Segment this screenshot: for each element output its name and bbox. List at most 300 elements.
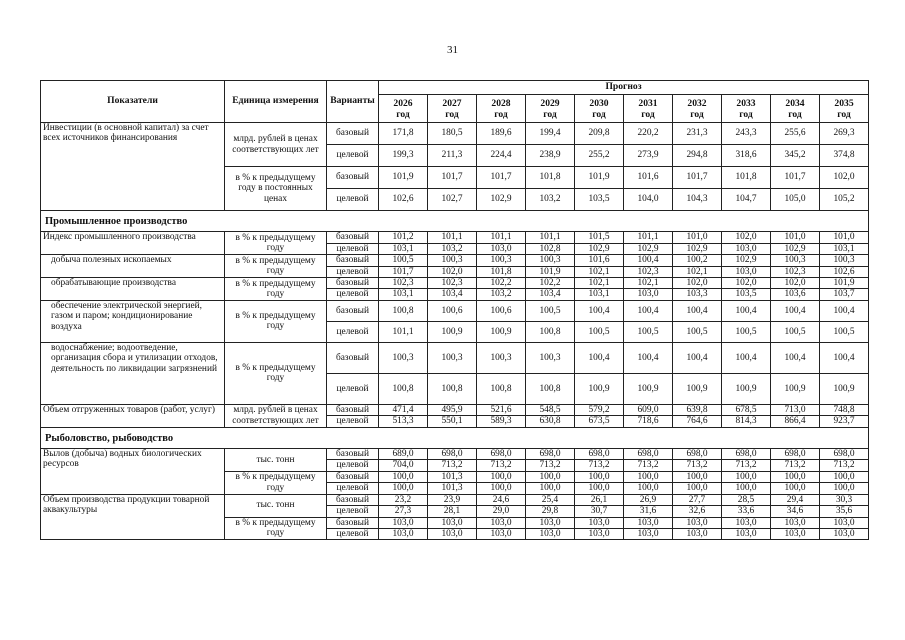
value-cell: 180,5 (428, 123, 477, 145)
value-cell: 102,1 (575, 278, 624, 289)
value-cell: 100,0 (624, 483, 673, 494)
value-cell: 550,1 (428, 416, 477, 427)
value-cell: 589,3 (477, 416, 526, 427)
unit-cell: млрд. рублей в ценах соответствующих лет (225, 123, 327, 167)
variant-cell: базовый (327, 342, 379, 373)
value-cell: 698,0 (820, 449, 869, 460)
value-cell: 103,0 (575, 517, 624, 528)
table-header (41, 81, 869, 123)
value-cell: 199,4 (526, 123, 575, 145)
unit-cell: в % к предыдущему году (225, 300, 327, 342)
year-value: 2026 (393, 97, 413, 109)
value-cell: 103,0 (820, 528, 869, 539)
value-cell: 102,9 (771, 243, 820, 254)
value-cell: 866,4 (771, 416, 820, 427)
value-cell: 100,0 (820, 483, 869, 494)
value-cell: 100,0 (771, 483, 820, 494)
value-cell: 100,4 (771, 300, 820, 321)
value-cell: 101,1 (477, 232, 526, 243)
indicator-name: добыча полезных ископаемых (41, 255, 225, 278)
value-cell: 100,3 (428, 255, 477, 266)
value-cell: 220,2 (624, 123, 673, 145)
value-cell: 103,3 (673, 289, 722, 300)
value-cell: 100,8 (526, 321, 575, 342)
value-cell: 103,0 (624, 528, 673, 539)
value-cell: 689,0 (379, 449, 428, 460)
value-cell: 101,5 (575, 232, 624, 243)
value-cell: 103,0 (722, 517, 771, 528)
year-value: 2029 (540, 97, 560, 109)
value-cell: 100,3 (771, 255, 820, 266)
unit-cell: тыс. тонн (225, 494, 327, 517)
value-cell: 101,8 (722, 167, 771, 189)
header-year-2027 (428, 95, 477, 123)
page-number: 31 (447, 44, 458, 56)
value-cell: 255,2 (575, 145, 624, 167)
value-cell: 28,1 (428, 506, 477, 517)
table-row (41, 342, 869, 373)
variant-cell: базовый (327, 404, 379, 415)
value-cell: 100,0 (722, 483, 771, 494)
value-cell: 713,2 (820, 460, 869, 471)
table-row (41, 123, 869, 145)
value-cell: 698,0 (771, 449, 820, 460)
year-suffix: год (543, 108, 557, 120)
forecast-table (40, 80, 869, 540)
variant-cell: базовый (327, 278, 379, 289)
section-title: Рыболовство, рыбоводство (41, 427, 869, 448)
table-row (41, 404, 869, 415)
value-cell: 224,4 (477, 145, 526, 167)
header-year-2031 (624, 95, 673, 123)
value-cell: 698,0 (673, 449, 722, 460)
value-cell: 100,5 (771, 321, 820, 342)
value-cell: 100,0 (477, 483, 526, 494)
value-cell: 102,3 (624, 266, 673, 277)
value-cell: 100,4 (771, 342, 820, 373)
unit-cell: в % к предыдущему году (225, 517, 327, 540)
value-cell: 100,8 (428, 373, 477, 404)
value-cell: 211,3 (428, 145, 477, 167)
value-cell: 255,6 (771, 123, 820, 145)
value-cell: 100,4 (575, 342, 624, 373)
value-cell: 35,6 (820, 506, 869, 517)
year-suffix: год (396, 108, 410, 120)
header-indicator: Показатели (41, 81, 225, 123)
value-cell: 100,9 (771, 373, 820, 404)
table-row (41, 300, 869, 321)
variant-cell: целевой (327, 321, 379, 342)
value-cell: 104,7 (722, 189, 771, 211)
value-cell: 27,3 (379, 506, 428, 517)
value-cell: 100,8 (477, 373, 526, 404)
value-cell: 101,7 (379, 266, 428, 277)
value-cell: 105,2 (820, 189, 869, 211)
value-cell: 103,0 (477, 243, 526, 254)
value-cell: 100,8 (379, 300, 428, 321)
year-value: 2027 (442, 97, 462, 109)
value-cell: 102,9 (722, 255, 771, 266)
header-year-2034 (771, 95, 820, 123)
indicator-name: Объем производства продукции товарной аквакультуры (41, 494, 225, 540)
value-cell: 103,4 (526, 289, 575, 300)
value-cell: 100,5 (624, 321, 673, 342)
value-cell: 103,4 (428, 289, 477, 300)
value-cell: 100,0 (526, 471, 575, 482)
value-cell: 101,6 (624, 167, 673, 189)
value-cell: 25,4 (526, 494, 575, 505)
variant-cell: целевой (327, 373, 379, 404)
value-cell: 101,1 (624, 232, 673, 243)
value-cell: 471,4 (379, 404, 428, 415)
value-cell: 102,0 (771, 278, 820, 289)
value-cell: 102,1 (624, 278, 673, 289)
header-year-2026 (379, 95, 428, 123)
value-cell: 105,0 (771, 189, 820, 211)
value-cell: 100,9 (575, 373, 624, 404)
variant-cell: целевой (327, 416, 379, 427)
value-cell: 100,0 (820, 471, 869, 482)
table-row (41, 232, 869, 243)
variant-cell: базовый (327, 494, 379, 505)
value-cell: 101,7 (428, 167, 477, 189)
variant-cell: целевой (327, 189, 379, 211)
unit-cell: в % к предыдущему году (225, 255, 327, 278)
value-cell: 639,8 (673, 404, 722, 415)
value-cell: 713,2 (526, 460, 575, 471)
value-cell: 713,0 (771, 404, 820, 415)
value-cell: 103,0 (624, 289, 673, 300)
value-cell: 764,6 (673, 416, 722, 427)
year-value: 2035 (834, 97, 854, 109)
value-cell: 31,6 (624, 506, 673, 517)
value-cell: 29,8 (526, 506, 575, 517)
variant-cell: базовый (327, 517, 379, 528)
value-cell: 102,1 (575, 266, 624, 277)
value-cell: 713,2 (624, 460, 673, 471)
value-cell: 243,3 (722, 123, 771, 145)
value-cell: 294,8 (673, 145, 722, 167)
value-cell: 104,3 (673, 189, 722, 211)
value-cell: 101,0 (820, 232, 869, 243)
value-cell: 630,8 (526, 416, 575, 427)
value-cell: 32,6 (673, 506, 722, 517)
indicator-name: Объем отгруженных товаров (работ, услуг) (41, 404, 225, 427)
value-cell: 102,0 (428, 266, 477, 277)
value-cell: 100,9 (820, 373, 869, 404)
value-cell: 100,0 (477, 471, 526, 482)
value-cell: 171,8 (379, 123, 428, 145)
value-cell: 100,3 (526, 255, 575, 266)
value-cell: 101,1 (526, 232, 575, 243)
table-row (41, 449, 869, 460)
value-cell: 29,4 (771, 494, 820, 505)
year-value: 2031 (638, 97, 658, 109)
value-cell: 100,6 (477, 300, 526, 321)
variant-cell: целевой (327, 289, 379, 300)
value-cell: 269,3 (820, 123, 869, 145)
value-cell: 100,0 (379, 471, 428, 482)
value-cell: 103,0 (624, 517, 673, 528)
value-cell: 34,6 (771, 506, 820, 517)
year-suffix: год (641, 108, 655, 120)
value-cell: 100,9 (673, 373, 722, 404)
value-cell: 100,4 (575, 300, 624, 321)
indicator-name: Вылов (добыча) водных биологических ресурсов (41, 449, 225, 495)
value-cell: 100,3 (526, 342, 575, 373)
value-cell: 100,8 (379, 373, 428, 404)
value-cell: 33,6 (722, 506, 771, 517)
value-cell: 101,7 (771, 167, 820, 189)
value-cell: 718,6 (624, 416, 673, 427)
value-cell: 100,0 (673, 471, 722, 482)
variant-cell: базовый (327, 300, 379, 321)
value-cell: 102,0 (722, 278, 771, 289)
value-cell: 209,8 (575, 123, 624, 145)
value-cell: 513,3 (379, 416, 428, 427)
value-cell: 101,9 (526, 266, 575, 277)
value-cell: 102,9 (673, 243, 722, 254)
value-cell: 103,5 (722, 289, 771, 300)
variant-cell: базовый (327, 449, 379, 460)
variant-cell: целевой (327, 266, 379, 277)
value-cell: 100,4 (624, 300, 673, 321)
value-cell: 101,9 (820, 278, 869, 289)
value-cell: 103,0 (379, 528, 428, 539)
year-suffix: год (690, 108, 704, 120)
value-cell: 101,1 (379, 321, 428, 342)
table-row (41, 494, 869, 505)
value-cell: 713,2 (575, 460, 624, 471)
year-value: 2033 (736, 97, 756, 109)
header-variant: Варианты (327, 81, 379, 123)
value-cell: 103,7 (820, 289, 869, 300)
value-cell: 100,3 (820, 255, 869, 266)
indicator-name: водоснабжение; водоотведение, организация сбора и утилизации отходов, деятельность по ликвидации загрязнений (41, 342, 225, 404)
value-cell: 748,8 (820, 404, 869, 415)
variant-cell: базовый (327, 471, 379, 482)
value-cell: 103,0 (526, 528, 575, 539)
header-year-2032 (673, 95, 722, 123)
value-cell: 102,2 (477, 278, 526, 289)
value-cell: 100,0 (673, 483, 722, 494)
value-cell: 26,9 (624, 494, 673, 505)
value-cell: 100,4 (624, 255, 673, 266)
value-cell: 100,0 (575, 483, 624, 494)
value-cell: 103,0 (771, 517, 820, 528)
value-cell: 101,0 (673, 232, 722, 243)
unit-cell: в % к предыдущему году (225, 232, 327, 255)
value-cell: 103,0 (673, 528, 722, 539)
value-cell: 189,6 (477, 123, 526, 145)
value-cell: 103,1 (379, 243, 428, 254)
value-cell: 29,0 (477, 506, 526, 517)
header-year-2035 (820, 95, 869, 123)
value-cell: 713,2 (477, 460, 526, 471)
value-cell: 100,5 (526, 300, 575, 321)
section-row (41, 211, 869, 232)
value-cell: 374,8 (820, 145, 869, 167)
year-value: 2032 (687, 97, 707, 109)
unit-cell: в % к предыдущему году (225, 471, 327, 494)
value-cell: 100,3 (428, 342, 477, 373)
value-cell: 100,4 (624, 342, 673, 373)
value-cell: 100,6 (428, 300, 477, 321)
variant-cell: целевой (327, 528, 379, 539)
variant-cell: целевой (327, 460, 379, 471)
value-cell: 103,0 (673, 517, 722, 528)
table-row (41, 255, 869, 266)
value-cell: 100,3 (477, 342, 526, 373)
value-cell: 698,0 (428, 449, 477, 460)
value-cell: 100,0 (379, 483, 428, 494)
value-cell: 100,5 (722, 321, 771, 342)
value-cell: 100,9 (428, 321, 477, 342)
value-cell: 102,1 (673, 266, 722, 277)
value-cell: 103,1 (820, 243, 869, 254)
value-cell: 318,6 (722, 145, 771, 167)
value-cell: 100,4 (820, 300, 869, 321)
year-suffix: год (837, 108, 851, 120)
value-cell: 103,0 (477, 528, 526, 539)
value-cell: 698,0 (477, 449, 526, 460)
variant-cell: целевой (327, 243, 379, 254)
year-value: 2034 (785, 97, 805, 109)
value-cell: 713,2 (722, 460, 771, 471)
value-cell: 103,0 (575, 528, 624, 539)
value-cell: 698,0 (575, 449, 624, 460)
year-value: 2028 (491, 97, 511, 109)
value-cell: 101,6 (575, 255, 624, 266)
year-suffix: год (739, 108, 753, 120)
section-row (41, 427, 869, 448)
section-title: Промышленное производство (41, 211, 869, 232)
value-cell: 103,0 (428, 517, 477, 528)
value-cell: 104,0 (624, 189, 673, 211)
header-year-2030 (575, 95, 624, 123)
value-cell: 102,0 (673, 278, 722, 289)
value-cell: 678,5 (722, 404, 771, 415)
unit-cell: в % к предыдущему году (225, 342, 327, 404)
variant-cell: базовый (327, 167, 379, 189)
value-cell: 101,9 (575, 167, 624, 189)
header-year-2029 (526, 95, 575, 123)
value-cell: 103,0 (526, 517, 575, 528)
indicator-name: Индекс промышленного производства (41, 232, 225, 255)
indicator-name: обеспечение электрической энергией, газом и паром; кондиционирование воздуха (41, 300, 225, 342)
value-cell: 100,4 (820, 342, 869, 373)
value-cell: 238,9 (526, 145, 575, 167)
value-cell: 100,5 (575, 321, 624, 342)
value-cell: 103,0 (722, 528, 771, 539)
value-cell: 101,7 (673, 167, 722, 189)
value-cell: 103,1 (379, 289, 428, 300)
value-cell: 30,7 (575, 506, 624, 517)
unit-cell: в % к предыдущему году в постоянных ценах (225, 167, 327, 211)
value-cell: 101,9 (379, 167, 428, 189)
value-cell: 548,5 (526, 404, 575, 415)
value-cell: 102,3 (771, 266, 820, 277)
value-cell: 100,9 (624, 373, 673, 404)
value-cell: 704,0 (379, 460, 428, 471)
value-cell: 102,6 (820, 266, 869, 277)
value-cell: 102,0 (722, 232, 771, 243)
value-cell: 103,0 (428, 528, 477, 539)
variant-cell: базовый (327, 123, 379, 145)
value-cell: 100,0 (575, 471, 624, 482)
value-cell: 103,2 (526, 189, 575, 211)
value-cell: 102,6 (379, 189, 428, 211)
value-cell: 103,0 (379, 517, 428, 528)
value-cell: 101,3 (428, 471, 477, 482)
value-cell: 100,5 (673, 321, 722, 342)
variant-cell: целевой (327, 145, 379, 167)
value-cell: 609,0 (624, 404, 673, 415)
value-cell: 713,2 (673, 460, 722, 471)
variant-cell: целевой (327, 506, 379, 517)
variant-cell: базовый (327, 255, 379, 266)
unit-cell: в % к предыдущему году (225, 278, 327, 301)
year-suffix: год (494, 108, 508, 120)
value-cell: 495,9 (428, 404, 477, 415)
unit-cell: тыс. тонн (225, 449, 327, 472)
value-cell: 100,0 (722, 471, 771, 482)
year-suffix: год (592, 108, 606, 120)
value-cell: 100,4 (722, 300, 771, 321)
year-value: 2030 (589, 97, 609, 109)
header-unit: Единица измерения (225, 81, 327, 123)
value-cell: 100,2 (673, 255, 722, 266)
table-body (41, 123, 869, 540)
value-cell: 698,0 (722, 449, 771, 460)
value-cell: 30,3 (820, 494, 869, 505)
indicator-name: Инвестиции (в основной капитал) за счет всех источников финансирования (41, 123, 225, 211)
value-cell: 579,2 (575, 404, 624, 415)
value-cell: 100,4 (722, 342, 771, 373)
value-cell: 100,8 (526, 373, 575, 404)
value-cell: 26,1 (575, 494, 624, 505)
year-suffix: год (788, 108, 802, 120)
value-cell: 102,2 (526, 278, 575, 289)
value-cell: 102,7 (428, 189, 477, 211)
value-cell: 23,2 (379, 494, 428, 505)
value-cell: 27,7 (673, 494, 722, 505)
header-year-2033 (722, 95, 771, 123)
value-cell: 100,3 (477, 255, 526, 266)
value-cell: 103,1 (575, 289, 624, 300)
value-cell: 24,6 (477, 494, 526, 505)
value-cell: 100,4 (673, 300, 722, 321)
variant-cell: целевой (327, 483, 379, 494)
value-cell: 103,0 (820, 517, 869, 528)
value-cell: 101,2 (379, 232, 428, 243)
value-cell: 713,2 (428, 460, 477, 471)
indicator-name: обрабатывающие производства (41, 278, 225, 301)
header-year-2028 (477, 95, 526, 123)
value-cell: 102,3 (428, 278, 477, 289)
value-cell: 100,5 (820, 321, 869, 342)
value-cell: 102,3 (379, 278, 428, 289)
value-cell: 100,0 (526, 483, 575, 494)
value-cell: 103,2 (428, 243, 477, 254)
value-cell: 103,0 (722, 243, 771, 254)
value-cell: 103,2 (477, 289, 526, 300)
value-cell: 923,7 (820, 416, 869, 427)
value-cell: 102,9 (477, 189, 526, 211)
value-cell: 100,5 (379, 255, 428, 266)
value-cell: 199,3 (379, 145, 428, 167)
value-cell: 23,9 (428, 494, 477, 505)
